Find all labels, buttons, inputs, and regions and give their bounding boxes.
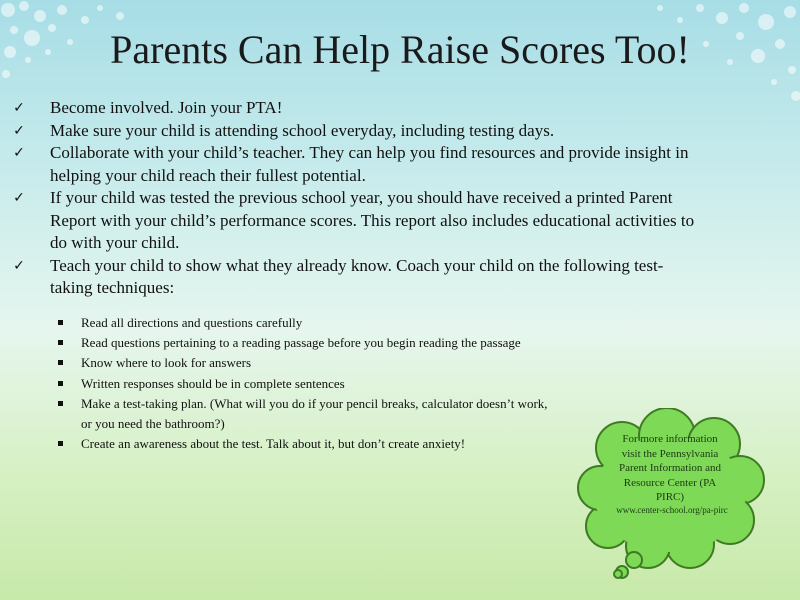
list-item: Make a test-taking plan. (What will you do if your pencil breaks, calculator doesn’t work, or you need the bathroom?)	[58, 394, 678, 434]
list-item: Written responses should be in complete sentences	[58, 374, 678, 394]
square-bullet-icon	[58, 401, 63, 406]
callout-text: For more information visit the Pennsylvania Parent Information and Resource Center (PA PIRC)	[618, 433, 722, 503]
list-item: Create an awareness about the test. Talk about it, but don’t create anxiety!	[58, 434, 678, 454]
main-bullet-list	[10, 97, 700, 300]
square-bullet-icon	[58, 340, 63, 345]
checkmark-icon: ✓	[13, 100, 25, 116]
slide-title: Parents Can Help Raise Scores Too!	[110, 27, 690, 72]
checkmark-icon: ✓	[13, 122, 25, 139]
list-item: ✓ Collaborate with your child’s teacher. They can help you find resources and provide insight in helping your child reach their fullest potential.	[10, 142, 700, 187]
checkmark-icon: ✓	[13, 145, 25, 161]
list-item: Read questions pertaining to a reading passage before you begin reading the passage	[58, 333, 678, 353]
square-bullet-icon	[58, 381, 63, 386]
square-bullet-icon	[58, 320, 63, 325]
square-bullet-icon	[58, 441, 63, 446]
callout-link[interactable]: www.center-school.org/pa-pirc	[616, 505, 728, 515]
list-item: ✓ Become involved. Join your PTA!	[10, 97, 700, 120]
list-item: ✓ If your child was tested the previous school year, you should have received a printed Parent Report with your child’s performance scores. This report also includes educational activities to do with your child.	[10, 187, 700, 255]
square-bullet-icon	[58, 360, 63, 365]
checkmark-icon: ✓	[13, 257, 25, 274]
list-item: ✓ Make sure your child is attending school everyday, including testing days.	[10, 120, 700, 143]
list-item: ✓ Teach your child to show what they already know. Coach your child on the following test-taking techniques:	[10, 255, 700, 300]
list-item: Know where to look for answers	[58, 353, 678, 373]
list-item: Read all directions and questions carefully	[58, 313, 678, 333]
checkmark-icon: ✓	[13, 190, 25, 206]
